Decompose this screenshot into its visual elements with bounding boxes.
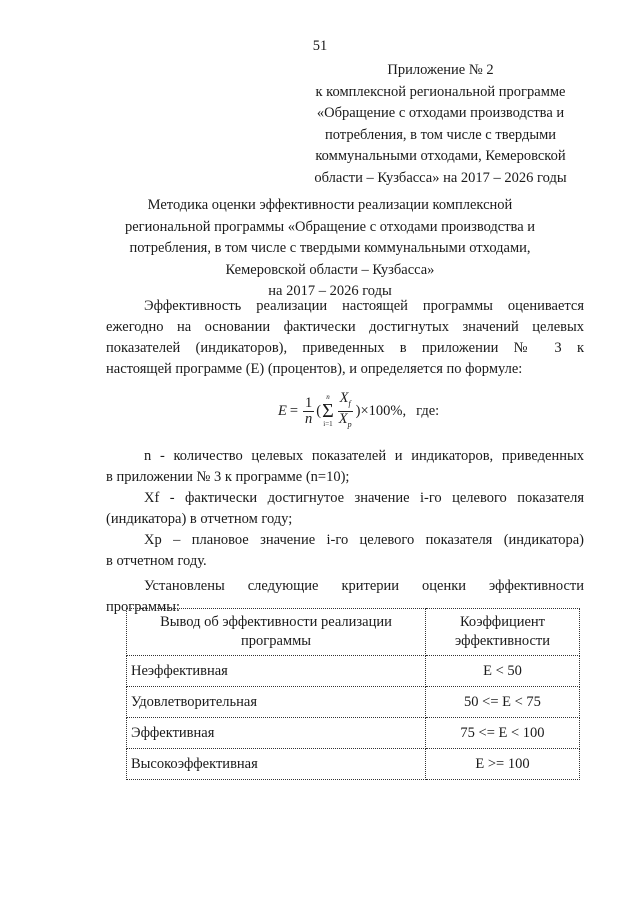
table-header-coefficient: Коэффициент эффективности — [426, 609, 580, 656]
formula-sigma: Σ — [322, 400, 334, 422]
paragraph-line: ежегодно на основании фактически достигнутых значений целевых — [106, 319, 584, 335]
table-cell-coefficient: 50 <= E < 75 — [426, 687, 580, 718]
table-row — [127, 749, 580, 780]
formula-open-paren: ( — [316, 402, 322, 419]
table-header-conclusion: Вывод об эффективности реализации программы — [127, 609, 426, 656]
appendix-line: Приложение № 2 — [387, 62, 494, 78]
table-row — [127, 687, 580, 718]
paragraph-line: настоящей программе (E) (процентов), и определяется по формуле: — [106, 361, 523, 377]
formula-one-over-n — [303, 396, 314, 427]
definition-xp — [106, 530, 584, 572]
title-line: Кемеровской области – Кузбасса» — [225, 261, 435, 278]
table-cell-conclusion: Высокоэффективная — [127, 749, 426, 780]
table-cell-conclusion: Удовлетворительная — [127, 687, 426, 718]
title-line: на 2017 – 2026 годы — [268, 283, 392, 299]
page-number: 51 — [312, 38, 328, 54]
intro-paragraph — [106, 296, 584, 380]
formula-sum — [322, 394, 334, 428]
appendix-line: «Обращение с отходами производства и — [316, 105, 565, 121]
table-header-row — [127, 609, 580, 656]
efficiency-formula — [278, 388, 439, 434]
formula-where: где: — [416, 402, 440, 419]
formula-xp: $X_p$ — [338, 410, 352, 429]
table-row — [127, 718, 580, 749]
formula-ratio — [337, 391, 354, 432]
paragraph-line: показателей (индикаторов), приведенных в приложении № 3 к — [106, 340, 584, 356]
table-cell-conclusion: Эффективная — [127, 718, 426, 749]
definition-line: в приложении № 3 к программе (n=10); — [106, 469, 350, 485]
definition-line: в отчетном году. — [106, 553, 207, 569]
criteria-table — [126, 608, 580, 780]
definition-n — [106, 446, 584, 488]
document-title — [100, 195, 560, 303]
formula-xf: $X_f$ — [338, 391, 353, 412]
paragraph-line: Эффективность реализации настоящей программы оценивается — [144, 298, 584, 314]
formula-n: n — [305, 410, 313, 427]
table-row — [127, 656, 580, 687]
formula-sum-top: n — [326, 393, 330, 401]
formula-equals: = — [289, 402, 299, 419]
formula-e: E — [278, 402, 287, 419]
title-line: Методика оценки эффективности реализации комплексной — [147, 197, 513, 213]
formula-one: 1 — [305, 394, 313, 411]
appendix-line: коммунальными отходами, Кемеровской — [315, 148, 566, 164]
appendix-line: области – Кузбасса» на 2017 – 2026 годы — [314, 169, 567, 186]
title-line: потребления, в том числе с твердыми коммунальными отходами, — [129, 240, 531, 256]
paragraph-line: программы: — [106, 599, 181, 615]
table-cell-coefficient: 75 <= E < 100 — [426, 718, 580, 749]
definition-line: n - количество целевых показателей и индикаторов, приведенных — [144, 448, 584, 464]
formula-sum-bottom: i=1 — [323, 420, 333, 428]
definition-xf — [106, 488, 584, 530]
definition-line: Xf - фактически достигнутое значение i-го целевого показателя — [144, 490, 584, 506]
appendix-header — [298, 60, 583, 189]
definition-line: Xp – плановое значение i-го целевого показателя (индикатора) — [144, 532, 584, 548]
appendix-line: потребления, в том числе с твердыми — [324, 126, 557, 143]
table-cell-coefficient: E >= 100 — [426, 749, 580, 780]
paragraph-line: Установлены следующие критерии оценки эффективности — [144, 578, 584, 594]
formula-times: ×100%, — [360, 402, 407, 419]
appendix-line: к комплексной региональной программе — [315, 83, 566, 100]
definition-line: (индикатора) в отчетном году; — [106, 511, 293, 527]
table-cell-coefficient: E < 50 — [426, 656, 580, 687]
table-cell-conclusion: Неэффективная — [127, 656, 426, 687]
title-line: региональной программы «Обращение с отходами производства и — [124, 218, 536, 235]
formula-close-paren: ) — [355, 402, 361, 419]
